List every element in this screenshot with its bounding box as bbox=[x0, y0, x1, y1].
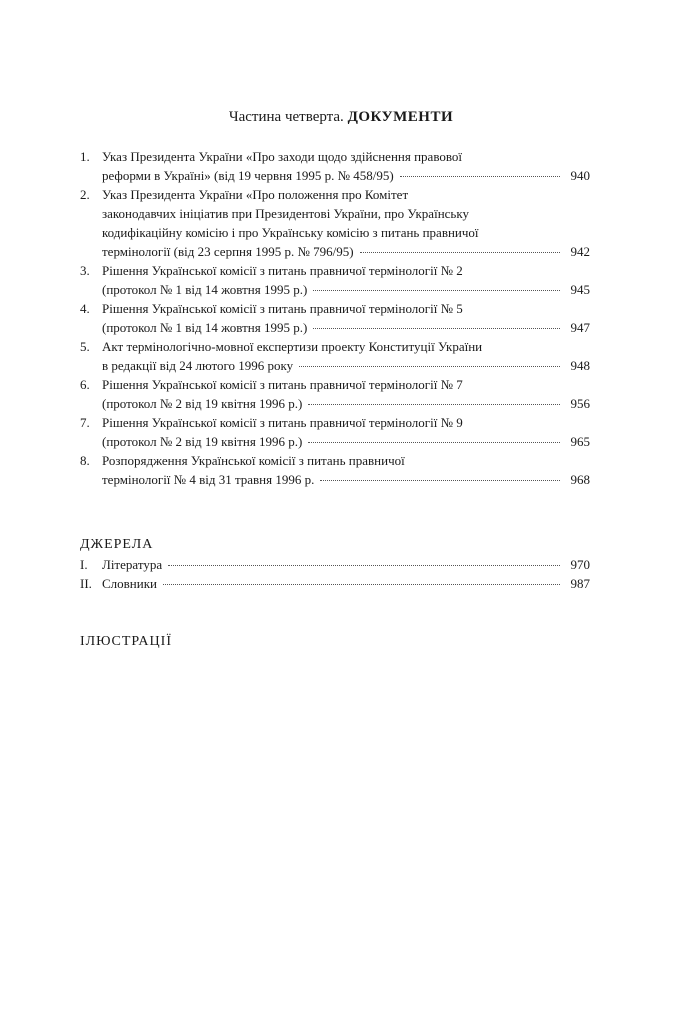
toc-entry-title-end: реформи в Україні» (від 19 червня 1995 р. № 458/95) bbox=[102, 168, 394, 183]
toc-entry-number: 3. bbox=[80, 263, 90, 278]
dot-leader bbox=[168, 565, 560, 566]
part-heading-prefix: Частина четверта. bbox=[228, 109, 344, 125]
toc-entry-last-line bbox=[102, 470, 590, 489]
toc-entry-page: 942 bbox=[570, 244, 590, 259]
toc-entry-line: Акт термінологічно-мовної експертизи проекту Конституції України bbox=[102, 339, 483, 354]
toc-entry-number: 8. bbox=[80, 453, 90, 468]
toc-entry-page: 956 bbox=[570, 396, 590, 411]
toc-entry-title-end: (протокол № 1 від 14 жовтня 1995 р.) bbox=[102, 320, 308, 335]
toc-entry-number: 7. bbox=[80, 415, 90, 430]
dot-leader bbox=[360, 252, 560, 253]
toc-entry-line: Указ Президента України «Про положення про Комітет bbox=[102, 187, 409, 202]
toc-entry[interactable] bbox=[80, 147, 590, 185]
toc-entry-number: 1. bbox=[80, 149, 90, 164]
toc-entry-body bbox=[102, 299, 590, 337]
toc-entry-line: Указ Президента України «Про заходи щодо здійснення правової bbox=[102, 149, 463, 164]
documents-toc bbox=[80, 147, 590, 489]
toc-entry-last-line bbox=[102, 242, 590, 261]
toc-entry-body bbox=[102, 574, 590, 593]
toc-entry-title: Словники bbox=[102, 576, 157, 591]
toc-entry-title-end: (протокол № 1 від 14 жовтня 1995 р.) bbox=[102, 282, 308, 297]
dot-leader bbox=[320, 480, 560, 481]
toc-entry-last-line bbox=[102, 432, 590, 451]
toc-entry-body bbox=[102, 413, 590, 451]
dot-leader bbox=[400, 176, 560, 177]
part-heading-title: ДОКУМЕНТИ bbox=[347, 109, 454, 125]
toc-entry-body bbox=[102, 147, 590, 185]
toc-entry-page: 940 bbox=[570, 168, 590, 183]
dot-leader bbox=[308, 442, 560, 443]
toc-entry-title: Література bbox=[102, 557, 163, 572]
toc-entry-line: Рішення Української комісії з питань правничої термінології № 2 bbox=[102, 263, 463, 278]
part-heading bbox=[0, 107, 682, 127]
toc-entry-title-end: (протокол № 2 від 19 квітня 1996 р.) bbox=[102, 434, 303, 449]
toc-entry-last-line bbox=[102, 555, 590, 574]
toc-entry-title-end: термінології (від 23 серпня 1995 р. № 796/95) bbox=[102, 244, 354, 259]
toc-entry[interactable] bbox=[80, 375, 590, 413]
toc-entry-last-line bbox=[102, 394, 590, 413]
toc-entry-body bbox=[102, 555, 590, 574]
toc-entry-page: 987 bbox=[570, 576, 590, 591]
toc-entry-body bbox=[102, 185, 590, 261]
toc-entry[interactable] bbox=[80, 299, 590, 337]
toc-entry-body bbox=[102, 451, 590, 489]
toc-entry-title-end: термінології № 4 від 31 травня 1996 р. bbox=[102, 472, 315, 487]
toc-entry-page: 945 bbox=[570, 282, 590, 297]
toc-entry[interactable] bbox=[80, 574, 590, 593]
toc-entry-body bbox=[102, 375, 590, 413]
toc-entry[interactable] bbox=[80, 413, 590, 451]
toc-entry-title-end: (протокол № 2 від 19 квітня 1996 р.) bbox=[102, 396, 303, 411]
dot-leader bbox=[163, 584, 560, 585]
toc-entry[interactable] bbox=[80, 337, 590, 375]
toc-entry-page: 965 bbox=[570, 434, 590, 449]
toc-entry-line: Рішення Української комісії з питань правничої термінології № 9 bbox=[102, 415, 463, 430]
toc-entry-body bbox=[102, 261, 590, 299]
toc-entry-last-line bbox=[102, 356, 590, 375]
toc-entry[interactable] bbox=[80, 555, 590, 574]
sources-heading: ДЖЕРЕЛА bbox=[80, 537, 154, 552]
toc-entry-title-end: в редакції від 24 лютого 1996 року bbox=[102, 358, 294, 373]
toc-entry-last-line bbox=[102, 318, 590, 337]
toc-entry-last-line bbox=[102, 280, 590, 299]
toc-entry-last-line bbox=[102, 574, 590, 593]
toc-entry-line: кодифікаційну комісію і про Українську комісію з питань правничої bbox=[102, 225, 479, 240]
toc-entry-line: Рішення Української комісії з питань правничої термінології № 5 bbox=[102, 301, 463, 316]
toc-entry-line: Розпорядження Української комісії з питань правничої bbox=[102, 453, 405, 468]
dot-leader bbox=[299, 366, 560, 367]
toc-entry-number: I. bbox=[80, 557, 88, 572]
toc-entry-last-line bbox=[102, 166, 590, 185]
sources-toc bbox=[80, 555, 590, 593]
dot-leader bbox=[313, 290, 560, 291]
toc-entry-page: 947 bbox=[570, 320, 590, 335]
toc-entry-body bbox=[102, 337, 590, 375]
toc-entry[interactable] bbox=[80, 451, 590, 489]
toc-entry-line: законодавчих ініціатив при Президентові України, про Українську bbox=[102, 206, 469, 221]
toc-entry-page: 948 bbox=[570, 358, 590, 373]
toc-entry-number: 4. bbox=[80, 301, 90, 316]
toc-entry-line: Рішення Української комісії з питань правничої термінології № 7 bbox=[102, 377, 463, 392]
toc-entry-page: 970 bbox=[570, 557, 590, 572]
toc-entry-number: II. bbox=[80, 576, 92, 591]
toc-entry[interactable] bbox=[80, 261, 590, 299]
illustrations-heading: ІЛЮСТРАЦІЇ bbox=[80, 634, 172, 649]
dot-leader bbox=[308, 404, 560, 405]
toc-entry-number: 2. bbox=[80, 187, 90, 202]
toc-entry-number: 6. bbox=[80, 377, 90, 392]
toc-entry[interactable] bbox=[80, 185, 590, 261]
toc-entry-page: 968 bbox=[570, 472, 590, 487]
toc-entry-number: 5. bbox=[80, 339, 90, 354]
dot-leader bbox=[313, 328, 560, 329]
